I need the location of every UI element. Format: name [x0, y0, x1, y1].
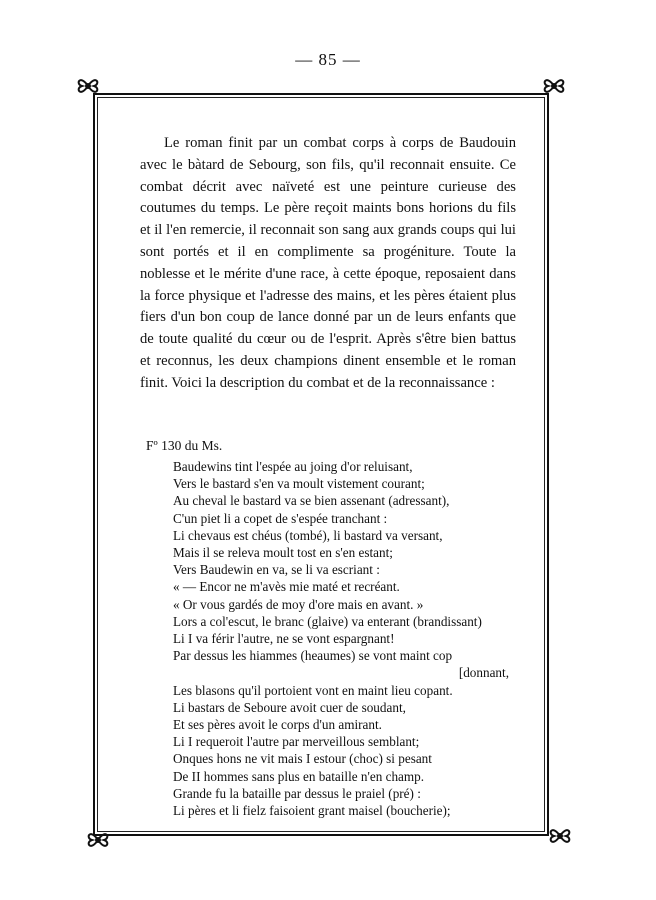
fleuron-icon-top-right	[540, 72, 568, 100]
prose-paragraph: Le roman finit par un combat corps à corps de Baudouin avec le bàtard de Sebourg, son fils, qu'il reconnait ensuite. Ce combat décrit avec naïveté est une peinture curieuse des coutumes du temps. Le père reçoit maints bons horions du fils et il l'en remercie, il reconnait son sang aux grands coups qui lui sont portés et il en complimente sa progéniture. Toute la noblesse et le mérite d'une race, à cette époque, reposaient dans la force physique et l'adresse des mains, et les pères étaient plus fiers d'un bon coup de lance donné par un de leurs enfants que de toute qualité du cœur ou de l'esprit. Après s'être bien battus et reconnus, les deux champions dinent ensemble et le roman finit. Voici la description du combat et de la reconnaissance :	[140, 135, 516, 391]
verse-line: Li I va férir l'autre, ne se vont espargnant!	[173, 631, 395, 647]
verse-line: Li bastars de Seboure avoit cuer de soudant,	[173, 699, 406, 715]
verse-line: Lors a col'escut, le branc (glaive) va enterant (brandissant)	[173, 613, 482, 629]
page-number: — 85 —	[295, 50, 361, 69]
verse-line: De II hommes sans plus en bataille n'en champ.	[173, 768, 425, 784]
verse-line: Et ses pères avoit le corps d'un amirant.	[173, 717, 382, 733]
verse-block	[173, 458, 513, 819]
verse-line: Au cheval le bastard va se bien assenant (adressant),	[173, 493, 450, 509]
verse-line: Baudewins tint l'espée au joing d'or reluisant,	[173, 459, 413, 474]
verse-line-continuation: [donnant,	[458, 665, 509, 681]
verse-line: « Or vous gardés de moy d'ore mais en avant. »	[173, 596, 424, 612]
fleuron-icon-bottom-left	[84, 826, 112, 854]
verse-line: Vers le bastard s'en va moult vistement courant;	[173, 476, 425, 492]
verse-line: Vers Baudewin en va, se li va escriant :	[173, 562, 380, 578]
verse-line: Par dessus les hiammes (heaumes) se vont maint cop	[173, 648, 453, 664]
folio-reference: Fº 130 du Ms.	[146, 438, 223, 453]
verse-line: Li chevaus est chéus (tombé), li bastard va versant,	[173, 527, 443, 543]
prose-block	[140, 133, 516, 395]
verse-line: Li pères et li fielz faisoient grant maisel (boucherie);	[173, 803, 451, 819]
verse-line: « — Encor ne m'avès mie maté et recréant.	[173, 579, 400, 595]
verse-line: Grande fu la bataille par dessus le praiel (pré) :	[173, 785, 421, 801]
verse-line: Les blasons qu'il portoient vont en maint lieu copant.	[173, 682, 453, 698]
verse-line: Li I requeroit l'autre par merveillous semblant;	[173, 734, 420, 750]
fleuron-icon-top-left	[74, 72, 102, 100]
fleuron-icon-bottom-right	[546, 822, 574, 850]
verse-line: Mais il se releva moult tost en s'en estant;	[173, 545, 393, 561]
verse-line: Onques hons ne vit mais I estour (choc) si pesant	[173, 751, 432, 767]
verse-line: C'un piet li a copet de s'espée tranchant :	[173, 510, 388, 526]
